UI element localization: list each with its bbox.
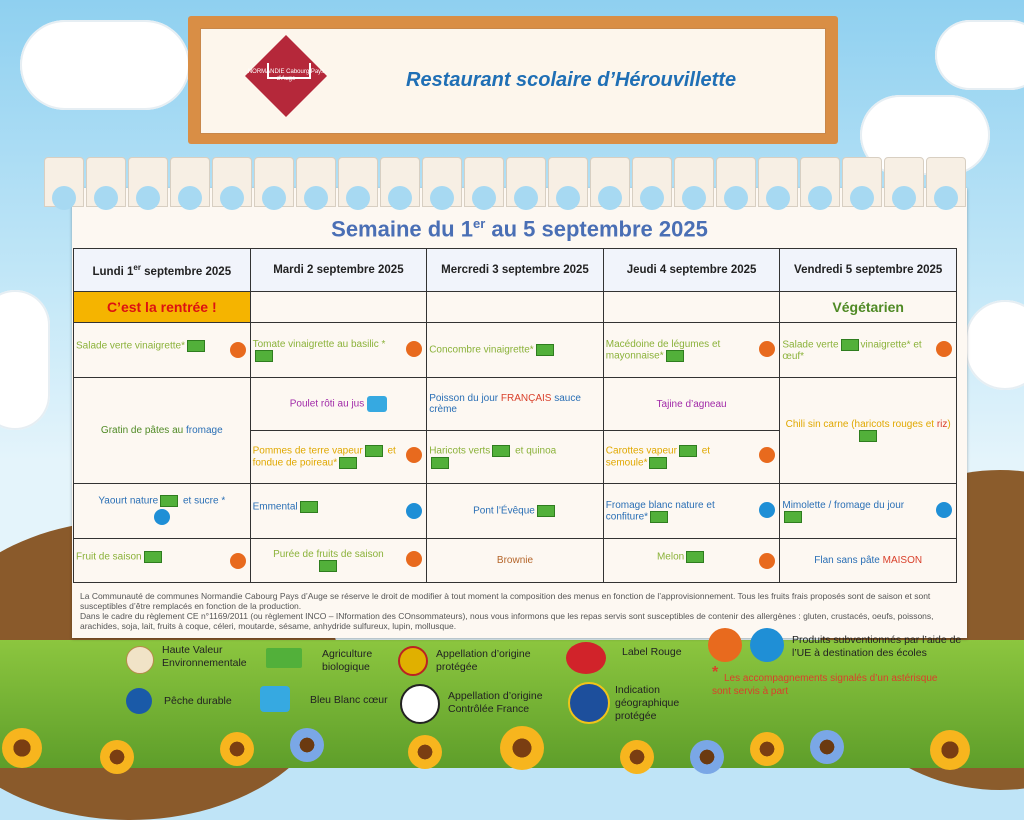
- day-header-row: [74, 249, 957, 292]
- bio-icon: [492, 445, 510, 457]
- label-rouge-icon: [566, 642, 606, 674]
- flower-icon: [930, 730, 970, 770]
- dairy-thursday: Fromage blanc nature et confiture*: [603, 484, 780, 539]
- starter-monday: Salade verte vinaigrette*: [74, 323, 251, 378]
- note-approvisionnement: La Communauté de communes Normandie Cabourg Pays d’Auge se réserve le droit de modifier à tout moment la composition des menus en fonction de l’approvisionnement. Tous les fruits frais proposés sont de saison et sont susceptibles d’être remplacés en fonction de la production.: [80, 591, 931, 611]
- ue-schools-icon: [759, 502, 775, 518]
- week-title: Semaine du 1er au 5 septembre 2025: [331, 216, 708, 242]
- fruits-legumes-icon: [936, 341, 952, 357]
- day-wednesday: Mercredi 3 septembre 2025: [427, 249, 604, 292]
- legend-peche: Pêche durable: [164, 695, 232, 707]
- legend-igp: Indication géographique protégée: [615, 684, 680, 722]
- day-friday: Vendredi 5 septembre 2025: [780, 249, 957, 292]
- day-thursday: Jeudi 4 septembre 2025: [603, 249, 780, 292]
- legend-label-rouge: Label Rouge: [622, 646, 682, 658]
- starter-tuesday: Tomate vinaigrette au basilic *: [250, 323, 427, 378]
- fruits-legumes-icon: [406, 341, 422, 357]
- bio-icon: [537, 505, 555, 517]
- bleu-blanc-coeur-logo-icon: [260, 686, 290, 712]
- aoc-icon: [400, 684, 440, 724]
- ue-schools-logo-icon: [750, 628, 784, 662]
- label-row: [74, 292, 957, 323]
- bio-icon: [319, 560, 337, 572]
- dessert-friday: Flan sans pâte MAISON: [780, 539, 957, 583]
- legend-bio: Agriculture biologique: [322, 648, 373, 673]
- legend-hve: Haute Valeur Environnementale: [162, 644, 247, 669]
- rentree-label: C’est la rentrée !: [74, 292, 251, 323]
- flower-icon: [100, 740, 134, 774]
- fruits-legumes-icon: [759, 553, 775, 569]
- fruits-legumes-icon: [230, 342, 246, 358]
- bleu-blanc-coeur-icon: [367, 396, 387, 412]
- empty-cell: [250, 292, 427, 323]
- bio-icon: [649, 457, 667, 469]
- bio-icon: [365, 445, 383, 457]
- legend-bbc: Bleu Blanc cœur: [310, 694, 388, 706]
- igp-icon: [568, 682, 610, 724]
- dessert-tuesday: Purée de fruits de saison: [250, 539, 427, 583]
- dairy-monday: Yaourt nature et sucre *: [74, 484, 251, 539]
- bio-icon: [339, 457, 357, 469]
- ue-schools-icon: [406, 503, 422, 519]
- main-monday: Gratin de pâtes au fromage: [74, 378, 251, 484]
- day-monday: Lundi 1er septembre 2025: [74, 249, 251, 292]
- note-allergenes: Dans le cadre du règlement CE n°1169/2011 (ou règlement INCO – INformation des COnsommateurs), nous vous informons que les repas servis sont susceptibles de contenir des allergènes : gluten, crustacés, oeufs, poissons, arachides, soja, lait, fruits à coque, céleri, moutarde, sésame, anhydride sulfureux, lupin, mollusque.: [80, 611, 934, 631]
- vegetarian-label: Végétarien: [780, 292, 957, 323]
- flower-icon: [690, 740, 724, 774]
- bio-icon: [144, 551, 162, 563]
- fruits-legumes-icon: [406, 551, 422, 567]
- empty-cell: [427, 292, 604, 323]
- legend-ue: Produits subventionnés par l’aide de l’UE à destination des écoles: [792, 634, 962, 659]
- bio-icon: [859, 430, 877, 442]
- dessert-wednesday: Brownie: [427, 539, 604, 583]
- bio-icon: [650, 511, 668, 523]
- main-friday: Chili sin carne (haricots rouges et riz): [780, 378, 957, 484]
- fruits-legumes-icon: [759, 447, 775, 463]
- side-thursday: Carottes vapeur et semoule*: [603, 431, 780, 484]
- bio-icon: [431, 457, 449, 469]
- fruits-legumes-icon: [230, 553, 246, 569]
- bio-icon: [666, 350, 684, 362]
- dairy-wednesday: Pont l’Évêque: [427, 484, 604, 539]
- bio-icon: [784, 511, 802, 523]
- flower-icon: [290, 728, 324, 762]
- bio-icon: [679, 445, 697, 457]
- legend-star-note: Les accompagnements signalés d’un astérisque sont servis à part: [712, 673, 938, 697]
- fruits-legumes-logo-icon: [708, 628, 742, 662]
- cloud-far-right: [935, 20, 1024, 90]
- dairy-row: [74, 484, 957, 539]
- menu-table: [73, 248, 957, 583]
- flower-icon: [500, 726, 544, 770]
- flower-icon: [620, 740, 654, 774]
- dairy-friday: Mimolette / fromage du jour: [780, 484, 957, 539]
- cloud-mid-left: [0, 290, 50, 430]
- bio-logo-icon: [266, 648, 302, 668]
- bio-icon: [255, 350, 273, 362]
- flower-icon: [810, 730, 844, 764]
- empty-cell: [603, 292, 780, 323]
- day-tuesday: Mardi 2 septembre 2025: [250, 249, 427, 292]
- paper-tabs: [42, 157, 972, 207]
- legal-notes: [80, 591, 960, 631]
- flower-icon: [220, 732, 254, 766]
- dessert-monday: Fruit de saison: [74, 539, 251, 583]
- main-row-1: [74, 378, 957, 431]
- header-banner: [188, 16, 838, 144]
- bio-icon: [160, 495, 178, 507]
- fruits-legumes-icon: [759, 341, 775, 357]
- side-tuesday: Pommes de terre vapeur et fondue de poireau*: [250, 431, 427, 484]
- peche-durable-icon: [126, 688, 152, 714]
- page-title: Restaurant scolaire d’Hérouvillette: [406, 69, 737, 91]
- bio-icon: [686, 551, 704, 563]
- dessert-row: [74, 539, 957, 583]
- aop-icon: [398, 646, 428, 676]
- dairy-tuesday: Emmental: [250, 484, 427, 539]
- main-wednesday: Poisson du jour FRANÇAIS sauce crème: [427, 378, 604, 431]
- main-tuesday: Poulet rôti au jus: [250, 378, 427, 431]
- flower-icon: [2, 728, 42, 768]
- bio-icon: [187, 340, 205, 352]
- starter-thursday: Macédoine de légumes et mayonnaise*: [603, 323, 780, 378]
- legend-aoc: Appellation d’origine Contrôlée France: [448, 690, 543, 715]
- side-wednesday: Haricots verts et quinoa: [427, 431, 604, 484]
- cloud-left: [20, 20, 190, 110]
- bio-icon: [841, 339, 859, 351]
- fruits-legumes-icon: [406, 447, 422, 463]
- bio-icon: [536, 344, 554, 356]
- dessert-thursday: Melon: [603, 539, 780, 583]
- bio-icon: [300, 501, 318, 513]
- ue-schools-icon: [154, 509, 170, 525]
- flower-icon: [408, 735, 442, 769]
- starter-friday: Salade verte vinaigrette* et œuf*: [780, 323, 957, 378]
- starter-wednesday: Concombre vinaigrette*: [427, 323, 604, 378]
- logo-text: NORMANDIE Cabourg Pays d’Auge: [247, 69, 325, 82]
- legend-aop: Appellation d’origine protégée: [436, 648, 531, 673]
- hve-icon: [126, 646, 154, 674]
- flower-icon: [750, 732, 784, 766]
- main-thursday: Tajine d’agneau: [603, 378, 780, 431]
- asterisk-symbol: *: [712, 664, 719, 681]
- starter-row: [74, 323, 957, 378]
- ue-schools-icon: [936, 502, 952, 518]
